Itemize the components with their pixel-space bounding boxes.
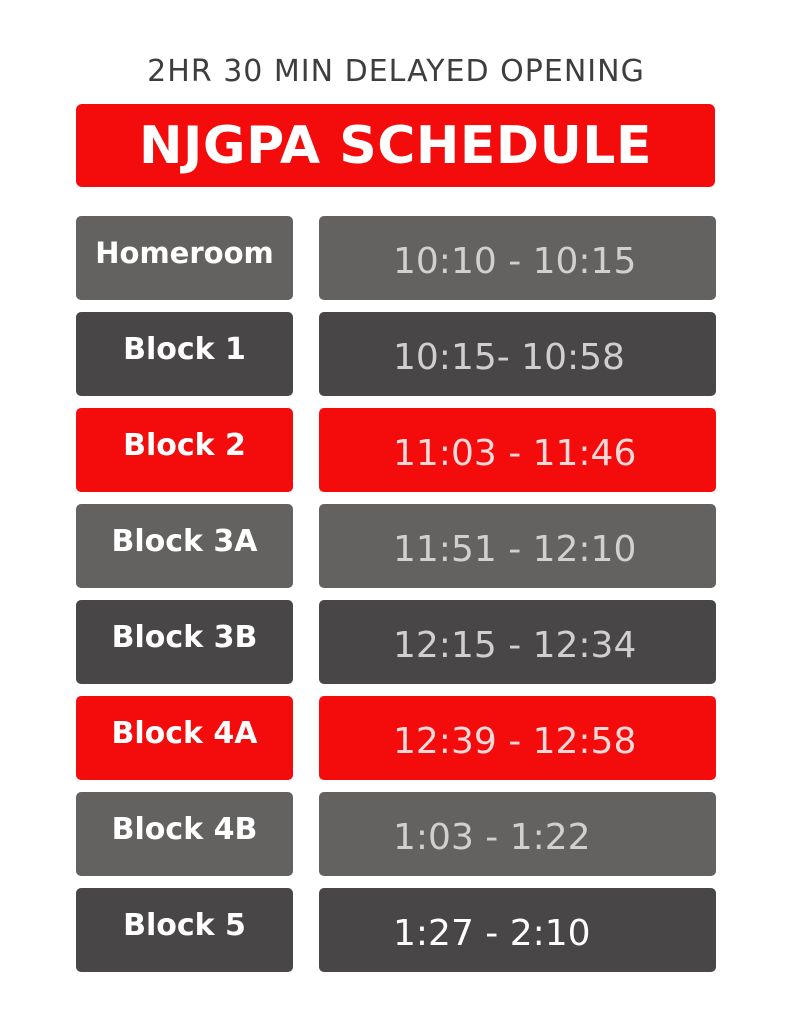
- schedule-table: [76, 216, 716, 972]
- period-label-cell: [76, 888, 293, 972]
- period-time-cell: [319, 792, 716, 876]
- period-time: 11:03 - 11:46: [393, 432, 637, 474]
- period-label: Block 1: [123, 331, 246, 367]
- period-label: Block 2: [123, 427, 246, 463]
- period-label-cell: [76, 504, 293, 588]
- schedule-row-block-5: [76, 888, 716, 972]
- period-time-cell: [319, 216, 716, 300]
- period-label: Block 4B: [111, 811, 258, 847]
- period-time-cell: [319, 696, 716, 780]
- page-title: NJGPA SCHEDULE: [139, 115, 652, 176]
- period-time: 1:03 - 1:22: [393, 816, 591, 858]
- schedule-row-block-4b: [76, 792, 716, 876]
- period-label: Block 3B: [111, 619, 258, 655]
- schedule-row-block-3b: [76, 600, 716, 684]
- period-label-cell: [76, 408, 293, 492]
- period-time-cell: [319, 600, 716, 684]
- period-label: Block 3A: [111, 523, 258, 559]
- period-time-cell: [319, 504, 716, 588]
- period-label: Block 4A: [111, 715, 258, 751]
- period-time-cell: [319, 408, 716, 492]
- period-time: 10:15- 10:58: [393, 336, 625, 378]
- period-label: Block 5: [123, 907, 246, 943]
- schedule-row-block-1: [76, 312, 716, 396]
- schedule-row-block-2: [76, 408, 716, 492]
- period-time-cell: [319, 888, 716, 972]
- period-time: 10:10 - 10:15: [393, 240, 637, 282]
- period-time: 11:51 - 12:10: [393, 528, 637, 570]
- period-time: 12:39 - 12:58: [393, 720, 637, 762]
- period-label-cell: [76, 600, 293, 684]
- period-time-cell: [319, 312, 716, 396]
- schedule-subtitle: 2HR 30 MIN DELAYED OPENING: [147, 54, 645, 89]
- period-label-cell: [76, 216, 293, 300]
- title-banner: [76, 104, 715, 187]
- period-time: 1:27 - 2:10: [393, 912, 591, 954]
- period-label-cell: [76, 696, 293, 780]
- period-label: Homeroom: [95, 236, 274, 270]
- schedule-row-block-3a: [76, 504, 716, 588]
- schedule-row-block-4a: [76, 696, 716, 780]
- period-label-cell: [76, 792, 293, 876]
- period-label-cell: [76, 312, 293, 396]
- schedule-row-homeroom: [76, 216, 716, 300]
- period-time: 12:15 - 12:34: [393, 624, 637, 666]
